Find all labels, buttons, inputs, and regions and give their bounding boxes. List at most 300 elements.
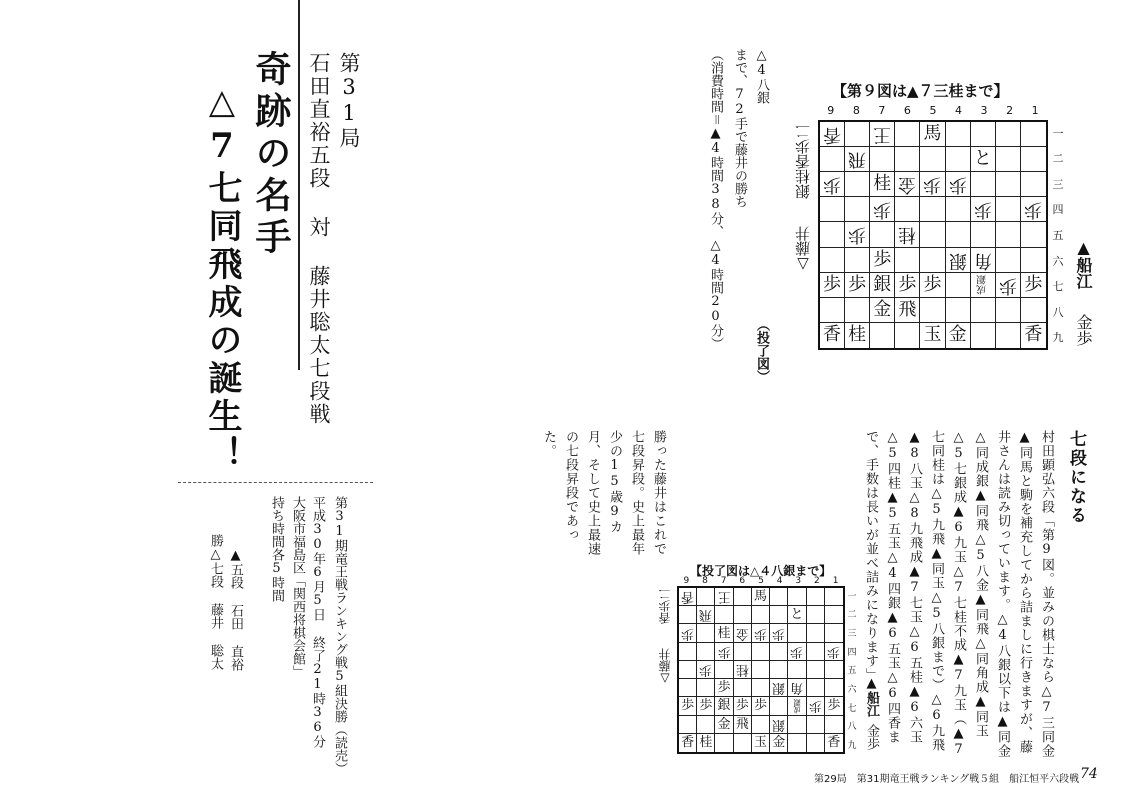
board-square [946,273,971,298]
shogi-piece: 成銀 [792,698,802,714]
shogi-piece: 香 [681,735,695,751]
board-square [1021,248,1046,273]
board-square [1021,323,1046,348]
board-square [807,643,825,661]
board-square [895,298,920,323]
board-square [845,273,870,298]
board-square [946,197,971,222]
shogi-piece: 歩 [753,625,767,641]
shogi-piece: 玉 [923,324,942,346]
board-square [996,248,1021,273]
diagram-final-sente-name: ▲船江 [864,676,879,717]
board-square [788,606,806,624]
row-label: 一 [1052,126,1064,140]
diagram-main-gote-name: △藤井 [794,226,812,274]
board-square [697,679,715,697]
shogi-piece: 歩 [717,680,731,696]
board-square [971,323,996,348]
board-square [820,222,845,247]
game-info-4: 持ち時間各5時間 [269,496,284,602]
board-square [895,122,920,147]
shogi-piece: 角 [790,680,804,696]
board-square [697,643,715,661]
board-square [895,147,920,172]
shogi-piece: 歩 [681,698,695,714]
board-square [895,222,920,247]
board-square [971,222,996,247]
board-square [788,679,806,697]
board-square [697,661,715,679]
shogi-piece: 歩 [827,643,841,659]
board-square [679,643,697,661]
shogi-piece: 歩 [1024,273,1043,295]
final-move: △4八銀 [754,48,769,104]
board-square [752,643,770,661]
board-square [752,606,770,624]
shogi-piece: 香 [827,735,841,751]
shogi-piece: 飛 [898,298,917,320]
board-square [715,734,733,752]
players-line: 石田直裕五段 対 藤井聡太七段戦 [307,52,331,426]
board-square [788,661,806,679]
board-square [770,734,788,752]
board-square [715,643,733,661]
board-square [946,222,971,247]
board-square [715,716,733,734]
page-number: 74 [1080,766,1098,782]
board-square [820,147,845,172]
board-square [996,147,1021,172]
shogi-piece: 桂 [848,324,867,346]
board-square [825,716,843,734]
shogi-piece: 飛 [848,149,867,171]
board-square [996,323,1021,348]
board-square [971,172,996,197]
board-square [895,197,920,222]
shogi-piece: 王 [873,124,892,146]
board-square [697,716,715,734]
column-label: 6 [739,576,746,586]
diagram-final-row-labels [846,586,858,754]
board-square [770,624,788,642]
shogi-piece: 王 [717,589,731,605]
board-square [807,679,825,697]
board-square [715,606,733,624]
shogi-piece: 歩 [735,698,749,714]
board-square [920,222,945,247]
board-square [825,697,843,715]
diagram-final-sente-hand: 金歩 [864,724,879,750]
board-square [920,298,945,323]
row-label: 七 [847,703,857,714]
board-square [870,172,895,197]
board-square [971,248,996,273]
column-label: 9 [683,576,690,586]
board-square [820,172,845,197]
row-label: 三 [1052,177,1064,191]
shogi-piece: 歩 [699,698,713,714]
column-label: 9 [827,104,835,117]
row-label: 四 [1052,203,1064,217]
board-square [1021,298,1046,323]
board-square [971,197,996,222]
shogi-piece: 銀 [717,698,731,714]
board-square [734,643,752,661]
board-square [807,697,825,715]
game-number: 第31局 [337,52,361,150]
result-sente: ▲五段 石田 直裕 [228,548,243,671]
board-square [920,248,945,273]
shogi-piece: 歩 [923,174,942,196]
time-used: （消費時間＝▲4時間38分、△4時間20分） [708,48,723,350]
board-square [996,172,1021,197]
board-square [996,197,1021,222]
board-square [946,298,971,323]
board-square [752,588,770,606]
shogi-piece: 歩 [848,273,867,295]
row-label: 六 [847,685,857,696]
body-text: 村田顕弘六段「第9図。並みの棋士なら△7三同金▲同馬と駒を補充してから詰ましに行きますが、藤井さんは読み切っています。△4八銀以下は▲同金△同成銀▲同飛△5八金▲同飛△同角成▲同玉△5七銀成▲6九玉△7七桂不成▲7九玉（▲7七同桂は△5九飛▲同玉△5八銀まで）△6九飛▲8八玉△8九飛成▲7七玉△6五桂▲6六玉△5四桂▲5五玉△4四銀▲6五玉△6四香まで、手数は長いが並べ詰みになります」 [863,430,1054,758]
board-square [845,122,870,147]
board-square [715,679,733,697]
shogi-piece: 桂 [717,625,731,641]
final-position-label: （投了図） [754,318,769,383]
shogi-piece: 角 [973,249,992,271]
article-title: 奇跡の名手 [250,50,292,260]
board-square [1021,122,1046,147]
diagram-final-column-labels [677,576,845,586]
board-square [920,122,945,147]
column-label: 4 [776,576,783,586]
board-square [825,588,843,606]
board-square [807,734,825,752]
column-label: 3 [795,576,802,586]
shogi-piece: 銀 [873,273,892,295]
board-square [697,624,715,642]
board-square [807,624,825,642]
body-text-2: 勝った藤井はこれで七段昇段。史上最年少の15歳9カ月、そして史上最速の七段昇段であった。 [541,430,666,556]
board-square [788,624,806,642]
board-square [825,643,843,661]
game-info-3: 大阪市福島区「関西将棋会館」 [290,496,305,678]
column-label: 6 [903,104,911,117]
shogi-piece: 歩 [998,274,1017,296]
board-square [807,606,825,624]
board-square [807,588,825,606]
shogi-piece: 歩 [873,248,892,270]
board-square [971,273,996,298]
board-square [697,734,715,752]
board-square [770,716,788,734]
board-square [845,298,870,323]
board-square [971,147,996,172]
board-square [734,588,752,606]
column-label: 5 [929,104,937,117]
board-square [679,679,697,697]
board-square [870,222,895,247]
board-square [920,172,945,197]
shogi-piece: 馬 [753,589,767,605]
shogi-piece: 銀 [772,680,786,696]
board-square [825,606,843,624]
diagram-final-caption: 【投了図は△４八銀まで】 [690,564,832,578]
shogi-piece: 桂 [898,224,917,246]
board-square [1021,222,1046,247]
section-divider [178,482,373,483]
board-square [895,172,920,197]
column-label: 4 [955,104,962,117]
column-label: 5 [758,576,764,586]
board-square [734,734,752,752]
board-square [715,588,733,606]
row-label: 八 [1052,305,1064,319]
row-label: 七 [1052,280,1064,294]
board-square [920,323,945,348]
shogi-piece: 桂 [873,173,892,195]
board-square [946,172,971,197]
board-square [996,273,1021,298]
shogi-piece: 歩 [1024,199,1043,221]
board-square [1021,172,1046,197]
row-label: 一 [847,591,857,602]
board-square [820,248,845,273]
board-square [920,197,945,222]
shogi-piece: 歩 [823,174,842,196]
board-square [715,624,733,642]
shogi-piece: 飛 [699,607,713,623]
board-square [895,248,920,273]
shogi-piece: 金 [717,716,731,732]
game-info-2: 平成30年6月5日 終了21時36分 [310,496,325,748]
board-square [820,122,845,147]
board-square [734,679,752,697]
row-label: 五 [847,666,857,677]
column-label: 1 [1031,104,1039,117]
shogi-piece: 歩 [699,661,713,677]
shogi-piece: 金 [948,324,967,346]
board-square [1021,273,1046,298]
board-square [734,624,752,642]
shogi-piece: 香 [1024,324,1043,346]
board-square [734,716,752,734]
section-heading: 七段になる [1066,430,1086,525]
shogi-piece: 歩 [772,625,786,641]
diagram-main-sente-hand: 金歩 [1074,314,1093,346]
column-label: 7 [878,104,886,117]
board-square [920,273,945,298]
board-square [788,643,806,661]
board-square [752,679,770,697]
board-square [845,147,870,172]
shogi-piece: 飛 [735,716,749,732]
board-square [679,716,697,734]
article-subtitle: △7七同飛成の誕生！ [202,82,242,474]
row-label: 三 [847,629,857,640]
board-square [996,222,1021,247]
diagram-main-gote-hand: 銀桂香歩二 [794,124,812,199]
column-label: 1 [832,576,839,586]
shogi-piece: 香 [823,124,842,146]
board-square [697,588,715,606]
board-square [788,716,806,734]
board-square [895,323,920,348]
shogi-piece: 歩 [898,273,917,295]
board-square [946,248,971,273]
shogi-piece: 香 [681,589,695,605]
board-square [870,147,895,172]
row-label: 四 [847,647,857,658]
board-square [734,697,752,715]
board-square [788,588,806,606]
board-square [770,661,788,679]
diagram-main-caption: 【第９図は▲７三桂まで】 [832,82,1009,100]
row-label: 九 [847,741,857,752]
board-square [996,298,1021,323]
shogi-piece: 歩 [923,273,942,295]
shogi-piece: 銀 [772,716,786,732]
board-square [825,679,843,697]
board-square [996,122,1021,147]
column-label: 8 [702,576,708,586]
board-square [679,606,697,624]
board-square [845,172,870,197]
board-square [679,697,697,715]
board-square [1021,197,1046,222]
game-info-1: 第31期竜王戦ランキング戦5組決勝（読売） [332,496,347,775]
board-square [770,697,788,715]
row-label: 九 [1052,331,1064,345]
board-square [752,624,770,642]
shogi-piece: 金 [772,735,786,751]
board-square [825,661,843,679]
board-square [807,661,825,679]
board-square [920,147,945,172]
shogi-piece: 金 [735,625,749,641]
board-square [870,197,895,222]
page-footer: 第29局 第31期竜王戦ランキング戦５組 船江恒平六段戦 [814,774,1080,785]
board-square [752,661,770,679]
board-square [971,298,996,323]
diagram-final-gote-hand: 香歩二 [658,588,672,624]
game-summary: まで、72手で藤井の勝ち [732,48,747,208]
shogi-piece: 成銀 [976,274,988,295]
board-square [870,122,895,147]
shogi-piece: 歩 [808,698,822,714]
shogi-piece: 桂 [699,735,713,751]
shogi-piece: 歩 [973,199,992,221]
shogi-piece: 歩 [823,273,842,295]
shogi-piece: 馬 [923,123,942,145]
board-square [734,661,752,679]
board-square [971,122,996,147]
board-square [715,661,733,679]
board-square [870,273,895,298]
board-square [788,697,806,715]
board-square [697,606,715,624]
board-square [820,298,845,323]
board-square [845,323,870,348]
shogi-piece: と [790,607,804,623]
diagram-main-column-labels [818,104,1048,117]
row-label: 二 [847,610,857,621]
board-square [820,323,845,348]
board-square [788,734,806,752]
board-square [845,197,870,222]
board-square [697,697,715,715]
board-square [734,606,752,624]
board-square [679,661,697,679]
shogi-piece: 香 [823,324,842,346]
board-square [1021,147,1046,172]
shogi-piece: 歩 [873,199,892,221]
board-square [870,248,895,273]
column-label: 3 [980,104,988,117]
column-label: 7 [720,576,727,586]
shogi-piece: と [973,148,992,170]
shogi-piece: 歩 [790,643,804,659]
shogi-piece: 歩 [717,643,731,659]
board-square [770,643,788,661]
board-square [946,122,971,147]
board-square [752,716,770,734]
board-square [770,588,788,606]
board-square [820,197,845,222]
board-square [825,624,843,642]
board-square [807,716,825,734]
shogi-piece: 歩 [948,174,967,196]
shogi-piece: 歩 [848,224,867,246]
diagram-main-sente-name: ▲船江 [1074,238,1093,289]
column-label: 2 [814,576,820,586]
board-square [946,323,971,348]
board-square [845,248,870,273]
shogi-piece: 歩 [753,698,767,714]
board-square [895,273,920,298]
board-square [825,734,843,752]
board-square [870,323,895,348]
diagram-main-row-labels [1050,120,1066,350]
row-label: 八 [847,722,857,733]
board-square [679,734,697,752]
board-square [679,624,697,642]
board-square [679,588,697,606]
shogi-piece: 歩 [681,625,695,641]
board-square [870,298,895,323]
diagram-final-gote-name: △藤井 [658,648,672,686]
shogi-piece: 歩 [827,698,841,714]
board-square [752,697,770,715]
board-square [752,734,770,752]
board-square [820,273,845,298]
shogi-piece: 金 [873,298,892,320]
board-square [770,679,788,697]
board-square [715,697,733,715]
board-square [845,222,870,247]
row-label: 六 [1052,254,1064,268]
shogi-piece: 銀 [948,249,967,271]
diagram-final-board [677,586,845,754]
row-label: 二 [1052,152,1064,166]
shogi-piece: 桂 [735,661,749,677]
row-label: 五 [1052,228,1064,242]
column-label: 2 [1006,104,1014,117]
board-square [770,606,788,624]
result-gote: 勝△七段 藤井 聡太 [208,534,223,670]
shogi-piece: 玉 [753,735,767,751]
shogi-piece: 金 [898,174,917,196]
diagram-main-board [818,120,1048,350]
title-rule [298,0,300,370]
